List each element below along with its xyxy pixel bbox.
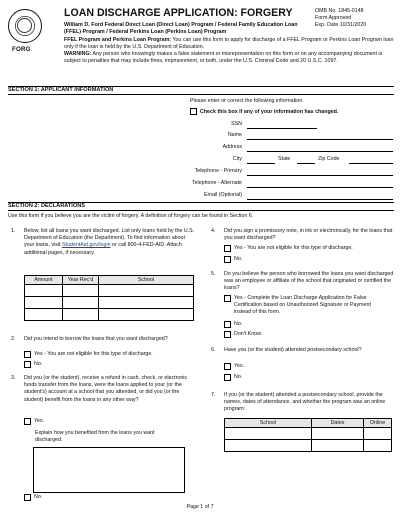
warning-text: Any person who knowingly makes a false statement or misrepresentation on this form or on any accompanying document is subject to penalties that may include fines, imprisonment, or both, under the U.S. Criminal Code and 20 U.S.C. 1097. xyxy=(64,51,383,65)
warning-notice xyxy=(64,51,394,65)
info-changed-row xyxy=(190,108,338,115)
q5-yes-option[interactable] xyxy=(224,295,382,315)
q5-yes-label: Yes - Complete the Loan Discharge Application for False Certification based on Unauthorized Signature or Payment instead of this form. xyxy=(234,295,371,315)
city-field[interactable] xyxy=(247,163,275,164)
online-cell[interactable] xyxy=(364,440,392,452)
name-label: Name xyxy=(227,132,242,138)
address-field[interactable] xyxy=(247,151,393,152)
school-cell[interactable] xyxy=(99,297,194,309)
q2-yes-checkbox[interactable] xyxy=(24,351,31,358)
form-code: FORG xyxy=(12,46,31,53)
ffel-text: You can use this form to apply for discharge of a FFEL Program or Perkins Loan Program loan only if the loan is held by the U.S. Department of Education. xyxy=(64,37,394,51)
tel-alternate-label: Telephone - Alternate xyxy=(191,180,242,186)
ssn-label: SSN xyxy=(231,121,242,127)
schools-table-header xyxy=(225,419,392,428)
table-row xyxy=(25,297,194,309)
q2-yes-label: Yes - You are not eligible for this type of discharge. xyxy=(34,351,153,357)
q5-dont-know-label: Don't Know. xyxy=(234,331,263,337)
form-title: LOAN DISCHARGE APPLICATION: FORGERY xyxy=(64,7,293,19)
address-label: Address xyxy=(222,144,242,150)
q3-yes-option[interactable] xyxy=(24,418,44,425)
q3-text: Did you (or the student), receive a refund in cash, check, or electronic funds transfer from the loans, were the loans applied to your (or the student's) account at a school that you attended, or did you (or the student) benefit from the loans in any other way? xyxy=(24,375,188,403)
q7-number: 7. xyxy=(211,392,216,398)
amount-cell[interactable] xyxy=(25,309,63,321)
q3-no-checkbox[interactable] xyxy=(24,494,31,501)
q5-dont-know-checkbox[interactable] xyxy=(224,331,231,338)
expiration-date: Exp. Date 10/31/2020 xyxy=(315,22,367,29)
schools-table xyxy=(224,418,392,452)
school-cell[interactable] xyxy=(99,309,194,321)
q2-no-label: No. xyxy=(34,361,43,367)
q6-yes-label: Yes. xyxy=(234,363,245,369)
q5-dont-know-option[interactable] xyxy=(224,331,262,338)
omb-number: OMB No. 1845-0148 xyxy=(315,8,364,14)
q4-yes-checkbox[interactable] xyxy=(224,245,231,252)
q2-no-checkbox[interactable] xyxy=(24,361,31,368)
ffel-lead: FFEL Program and Perkins Loan Program: xyxy=(64,37,172,43)
col-online: Online xyxy=(364,419,392,428)
table-row xyxy=(225,440,392,452)
col-amount: Amount xyxy=(25,276,63,285)
q3-explain-textarea[interactable] xyxy=(33,447,185,493)
q3-yes-label: Yes. xyxy=(34,418,45,424)
info-changed-label: Check this box if any of your information has changed. xyxy=(200,108,339,115)
q4-no-label: No. xyxy=(234,256,243,262)
state-field[interactable] xyxy=(297,163,315,164)
q2-text: Did you intend to borrow the loans that you want discharged? xyxy=(24,336,168,342)
year-cell[interactable] xyxy=(63,309,99,321)
studentaid-link[interactable]: StudentAid.gov/login xyxy=(61,242,111,249)
q4-no-checkbox[interactable] xyxy=(224,256,231,263)
q5-number: 5. xyxy=(211,271,216,277)
q2-yes-option[interactable] xyxy=(24,351,153,358)
q6-no-label: No. xyxy=(234,374,243,380)
school-cell[interactable] xyxy=(99,285,194,297)
info-changed-checkbox[interactable] xyxy=(190,108,197,115)
tel-primary-label: Telephone - Primary xyxy=(194,168,242,174)
q4-yes-label: Yes - You are not eligible for this type of discharge. xyxy=(234,245,353,251)
q5-text: Do you believe the person who borrowed the loans you want discharged was an employee or affiliate of the school that originated or certified the loans? xyxy=(224,271,394,292)
school-name-cell[interactable] xyxy=(225,428,312,440)
loans-table xyxy=(24,275,194,321)
q2-number: 2. xyxy=(11,336,16,342)
section2-header: SECTION 2: DECLARATIONS xyxy=(8,202,394,211)
department-seal-icon xyxy=(8,9,42,43)
col-year: Year Rec'd xyxy=(63,276,99,285)
amount-cell[interactable] xyxy=(25,285,63,297)
program-subtitle: William D. Ford Federal Direct Loan (Direct Loan) Program / Federal Family Education Loan (FFEL) Program / Federal Perkins Loan (Perkins Loan) Program xyxy=(64,22,298,36)
q5-no-label: No. xyxy=(234,321,243,327)
section2-intro: Use this form if you believe you are the victim of forgery. A definition of forgery can be found in Section 6. xyxy=(8,213,254,219)
q4-yes-option[interactable] xyxy=(224,245,353,252)
school-name-cell[interactable] xyxy=(225,440,312,452)
q6-number: 6. xyxy=(211,347,216,353)
table-row xyxy=(225,428,392,440)
dates-cell[interactable] xyxy=(312,440,364,452)
city-label: City xyxy=(232,156,242,162)
email-label: Email (Optional) xyxy=(204,192,242,198)
state-label: State xyxy=(278,156,291,162)
zip-label: Zip Code xyxy=(318,156,340,162)
ssn-field[interactable] xyxy=(247,128,317,129)
zip-field[interactable] xyxy=(349,163,393,164)
q3-explain-label: Explain how you benefited from the loans you want discharged. xyxy=(35,430,155,444)
section1-instruction: Please enter or correct the following information. xyxy=(190,98,304,104)
ffel-notice xyxy=(64,37,394,51)
q1-text-b: or call 800-4-FED-AID. Attach additional pages, if necessary. xyxy=(24,242,182,256)
warning-lead: WARNING: xyxy=(64,51,92,57)
col-dates: Dates xyxy=(312,419,364,428)
q3-no-label: No. xyxy=(34,494,43,500)
q1-text-a: Below, list all loans you want discharged. List only loans held by the U.S. Department of Education (the Department). To find information about your loans, visit xyxy=(24,228,195,249)
page-number: Page 1 of 7 xyxy=(186,504,214,510)
q6-no-checkbox[interactable] xyxy=(224,374,231,381)
q3-number: 3. xyxy=(11,375,16,381)
q4-number: 4. xyxy=(211,228,216,234)
q4-text: Did you sign a promissory note, in ink or electronically, for the loans that you want discharged? xyxy=(224,228,393,242)
table-row xyxy=(25,309,194,321)
section1-header: SECTION 1: APPLICANT INFORMATION xyxy=(8,86,394,95)
name-field[interactable] xyxy=(247,139,393,140)
year-cell[interactable] xyxy=(63,285,99,297)
q6-no-option[interactable] xyxy=(224,374,242,381)
q5-no-checkbox[interactable] xyxy=(224,321,231,328)
omb-info xyxy=(315,8,366,30)
q2-no-option[interactable] xyxy=(24,361,42,368)
q3-yes-checkbox[interactable] xyxy=(24,418,31,425)
tel-primary-field[interactable] xyxy=(247,175,393,176)
q5-yes-checkbox[interactable] xyxy=(224,295,231,302)
dates-cell[interactable] xyxy=(312,428,364,440)
online-cell[interactable] xyxy=(364,428,392,440)
q6-yes-option[interactable] xyxy=(224,363,244,370)
q1-text xyxy=(24,228,196,257)
email-field[interactable] xyxy=(247,199,393,200)
q7-text: If you (or the student) attended a postsecondary school, provide the names, dates of attendance, and whether the program was an online program: xyxy=(224,392,386,413)
year-cell[interactable] xyxy=(63,297,99,309)
q6-yes-checkbox[interactable] xyxy=(224,363,231,370)
col-school: School xyxy=(99,276,194,285)
q6-text: Have you (or the student) attended postsecondary school? xyxy=(224,347,362,353)
col-school-name: School xyxy=(225,419,312,428)
table-row xyxy=(25,285,194,297)
form-approved: Form Approved xyxy=(315,15,352,22)
q5-no-option[interactable] xyxy=(224,321,242,328)
q4-no-option[interactable] xyxy=(224,256,242,263)
loans-table-header xyxy=(25,276,194,285)
q3-no-option[interactable] xyxy=(24,494,42,501)
tel-alternate-field[interactable] xyxy=(247,187,393,188)
amount-cell[interactable] xyxy=(25,297,63,309)
q1-number: 1. xyxy=(11,228,16,234)
